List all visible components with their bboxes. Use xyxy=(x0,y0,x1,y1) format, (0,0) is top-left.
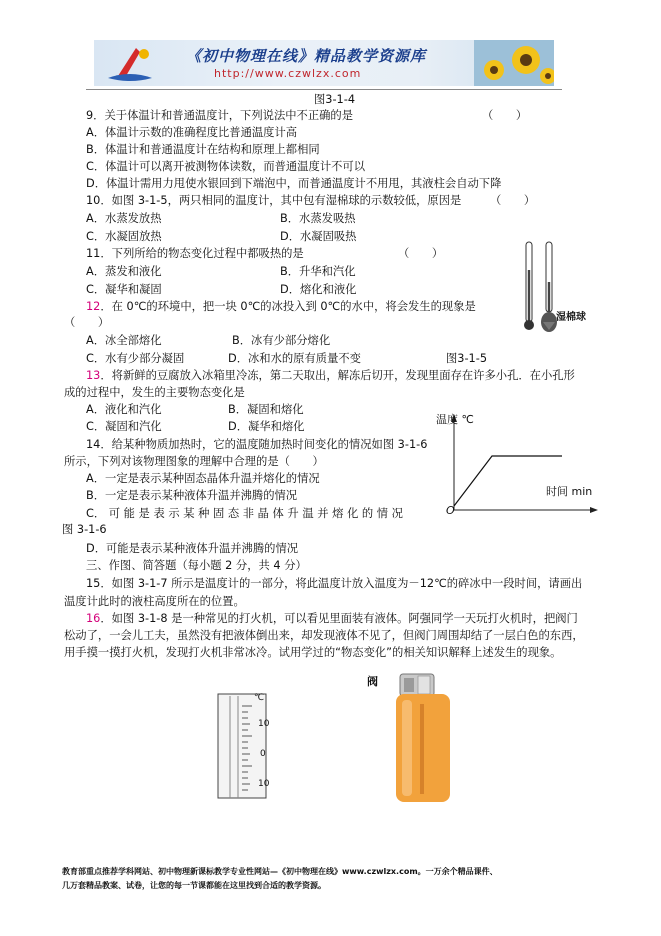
option-14c: C． 可 能 是 表 示 某 种 固 态 非 晶 体 升 温 并 熔 化 的 情 况 xyxy=(86,507,403,520)
question-16-line3: 用手摸一摸打火机，发现打火机非常冰冷。试用学过的“物态变化”的相关知识解释上述发生的现象。 xyxy=(64,646,562,659)
question-13 xyxy=(86,368,575,384)
option-11a: A．蒸发和液化 xyxy=(86,265,162,278)
question-13-line2: 成的过程中，发生的主要物态变化是 xyxy=(64,386,245,399)
question-16-line2: 松动了，一会儿工夫，虽然没有把液体倒出来，却发现液体不见了，但阀门周围却结了一层白色的东西， xyxy=(64,629,584,642)
graph-x-label: 时间 min xyxy=(546,485,593,498)
option-10d: D．水凝固吸热 xyxy=(280,230,357,243)
figure-caption-3-1-6: 图 3-1-6 xyxy=(62,523,107,536)
figure-caption-3-1-4: 图3-1-4 xyxy=(314,93,356,106)
footer-line-2: 几万套精品教案、试卷，让您的每一节课都能在这里找到合适的教学资源。 xyxy=(62,881,326,890)
thermometer-scale-figure xyxy=(212,690,282,802)
question-16 xyxy=(86,611,578,627)
question-13-number: 13 xyxy=(86,369,101,382)
answer-paren-11: （ ） xyxy=(398,247,444,260)
option-10a: A．水蒸发放热 xyxy=(86,212,162,225)
sunflower-image xyxy=(474,40,554,86)
option-9b: B．体温计和普通温度计在结构和原理上都相同 xyxy=(86,143,320,156)
scale-tick-bottom: 10 xyxy=(258,779,270,789)
answer-paren-10: （ ） xyxy=(490,194,536,207)
question-16-text: ．如图 3-1-8 是一种常见的打火机，可以看见里面装有液体。阿强同学一天玩打火机时，把阀门 xyxy=(100,612,578,625)
scale-tick-top: 10 xyxy=(258,719,270,729)
header-rule xyxy=(86,89,562,90)
question-12 xyxy=(86,299,476,315)
option-9a: A．体温计示数的准确程度比普通温度计高 xyxy=(86,126,298,139)
scale-unit: ℃ xyxy=(254,693,265,703)
option-11b: B．升华和汽化 xyxy=(280,265,356,278)
graph-y-label: 温度 ℃ xyxy=(436,413,474,426)
question-15: 15．如图 3-1-7 所示是温度计的一部分，将此温度计放入温度为－12℃的碎冰中一段时间，请画出 xyxy=(86,577,583,590)
site-logo xyxy=(100,40,160,86)
option-11c: C．凝华和凝固 xyxy=(86,283,162,296)
footer-line-1: 教育部重点推荐学科网站、初中物理新课标教学专业性网站—《初中物理在线》www.czwlzx.com。一万余个精品课件、 xyxy=(62,867,498,876)
question-14: 14．给某种物质加热时，它的温度随加热时间变化的情况如图 3-1-6 xyxy=(86,438,428,451)
option-13b: B．凝固和熔化 xyxy=(228,403,304,416)
graph-origin: O xyxy=(446,504,455,517)
lighter-figure xyxy=(392,670,456,806)
question-10: 10．如图 3-1-5，两只相同的温度计，其中包有湿棉球的示数较低，原因是 xyxy=(86,194,462,207)
scale-tick-zero: 0 xyxy=(260,749,266,759)
option-13a: A．液化和汽化 xyxy=(86,403,162,416)
question-12-number: 12 xyxy=(86,300,101,313)
option-12b: B．冰有少部分熔化 xyxy=(232,334,331,347)
banner-url[interactable]: http://www.czwlzx.com xyxy=(214,67,362,80)
figure-caption-3-1-5: 图3-1-5 xyxy=(446,352,488,365)
option-9d: D．体温计需用力甩使水银回到下端泡中，而普通温度计不用甩，其液柱会自动下降 xyxy=(86,177,502,190)
answer-paren-9: （ ） xyxy=(482,109,528,122)
section-3-heading: 三、作图、简答题（每小题 2 分，共 4 分） xyxy=(86,559,307,572)
option-13c: C．凝固和汽化 xyxy=(86,420,162,433)
option-9c: C．体温计可以离开被测物体读数，而普通温度计不可以 xyxy=(86,160,366,173)
option-11d: D．熔化和液化 xyxy=(280,283,357,296)
question-11: 11．下列所给的物态变化过程中都吸热的是 xyxy=(86,247,304,260)
question-16-number: 16 xyxy=(86,612,101,625)
header-banner xyxy=(94,40,554,86)
option-13d: D．凝华和熔化 xyxy=(228,420,305,433)
banner-title: 《初中物理在线》精品教学资源库 xyxy=(186,47,427,65)
option-10b: B．水蒸发吸热 xyxy=(280,212,356,225)
option-12d: D．冰和水的原有质量不变 xyxy=(228,352,361,365)
option-12a: A．冰全部熔化 xyxy=(86,334,162,347)
option-10c: C．水凝固放热 xyxy=(86,230,162,243)
question-15-line2: 温度计此时的液柱高度所在的位置。 xyxy=(64,595,245,608)
question-12-text: ．在 0℃的环境中，把一块 0℃的冰投入到 0℃的水中，将会发生的现象是 xyxy=(100,300,476,313)
option-12c: C．水有少部分凝固 xyxy=(86,352,185,365)
temperature-time-graph xyxy=(432,410,602,530)
question-14-line2: 所示，下列对该物理图象的理解中合理的是（ ） xyxy=(64,455,324,468)
option-14b: B．一定是表示某种液体升温并沸腾的情况 xyxy=(86,489,298,502)
question-13-text: ．将新鲜的豆腐放入冰箱里冷冻，第二天取出，解冻后切开，发现里面存在许多小孔．在小孔形 xyxy=(100,369,575,382)
option-14a: A．一定是表示某种固态晶体升温并熔化的情况 xyxy=(86,472,320,485)
option-14d: D．可能是表示某种液体升温并沸腾的情况 xyxy=(86,542,299,555)
valve-label: 阀 xyxy=(367,675,378,688)
answer-paren-12: （ ） xyxy=(64,316,110,329)
question-9: 9．关于体温计和普通温度计，下列说法中不正确的是 xyxy=(86,109,354,122)
wet-ball-label: 湿棉球 xyxy=(556,312,586,323)
